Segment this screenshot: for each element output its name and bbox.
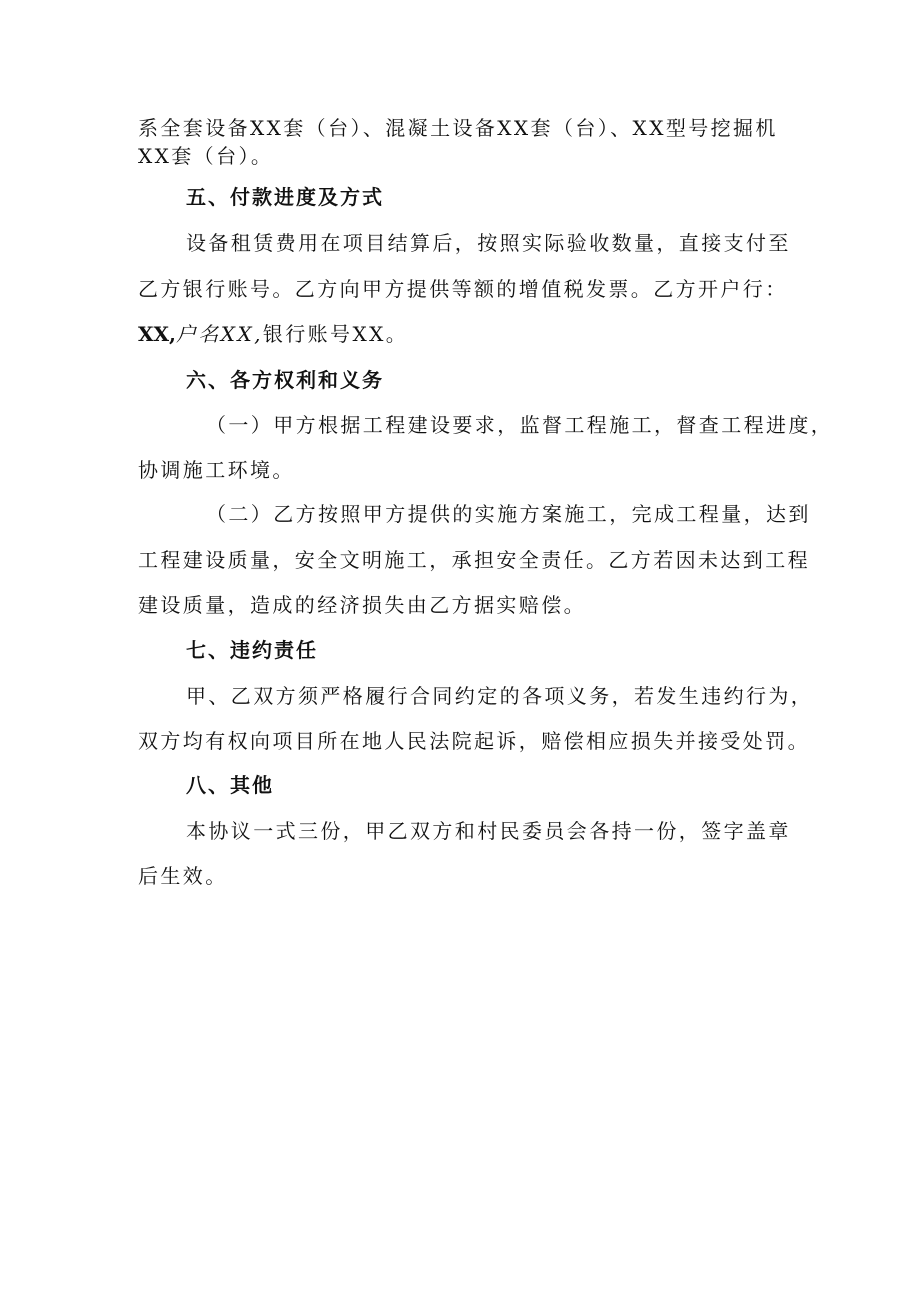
section-6-p2-line-3: 建设质量，造成的经济损失由乙方据实赔偿。 bbox=[138, 593, 586, 617]
section-8-heading: 八、其他 bbox=[186, 773, 274, 797]
equipment-line-1: 系全套设备XX套（台）、混凝土设备XX套（台）、XX型号挖掘机 bbox=[138, 116, 778, 140]
bank-account-value: 银行账号XX。 bbox=[262, 322, 409, 346]
section-5-line-2: 乙方银行账号。乙方向甲方提供等额的增值税发票。乙方开户行： bbox=[138, 277, 788, 301]
section-6-heading: 六、各方权利和义务 bbox=[186, 368, 384, 392]
equipment-line-2: XX套（台）。 bbox=[138, 144, 274, 168]
section-5-line-3 bbox=[138, 320, 784, 348]
bank-name-value: XX, bbox=[138, 322, 176, 346]
section-7-line-2: 双方均有权向项目所在地人民法院起诉，赔偿相应损失并接受处罚。 bbox=[138, 729, 810, 753]
section-6-p1-line-2: 协调施工环境。 bbox=[138, 458, 295, 482]
section-7-heading: 七、违约责任 bbox=[186, 638, 318, 662]
section-7-line-1: 甲、乙双方须严格履行合同约定的各项义务，若发生违约行为， bbox=[186, 684, 814, 708]
account-name-value: 户名XX, bbox=[176, 322, 263, 346]
section-6-p2-line-2: 工程建设质量，安全文明施工，承担安全责任。乙方若因未达到工程 bbox=[138, 548, 810, 572]
section-5-line-1: 设备租赁费用在项目结算后，按照实际验收数量，直接支付至 bbox=[186, 231, 791, 255]
section-5-heading: 五、付款进度及方式 bbox=[186, 185, 384, 209]
section-6-p2-line-1: （二）乙方按照甲方提供的实施方案施工，完成工程量，达到 bbox=[206, 502, 811, 526]
section-6-p1-line-1: （一）甲方根据工程建设要求，监督工程施工，督查工程进度， bbox=[206, 413, 834, 437]
section-8-line-1: 本协议一式三份，甲乙双方和村民委员会各持一份，签字盖章 bbox=[186, 819, 791, 843]
section-8-line-2: 后生效。 bbox=[138, 864, 228, 888]
